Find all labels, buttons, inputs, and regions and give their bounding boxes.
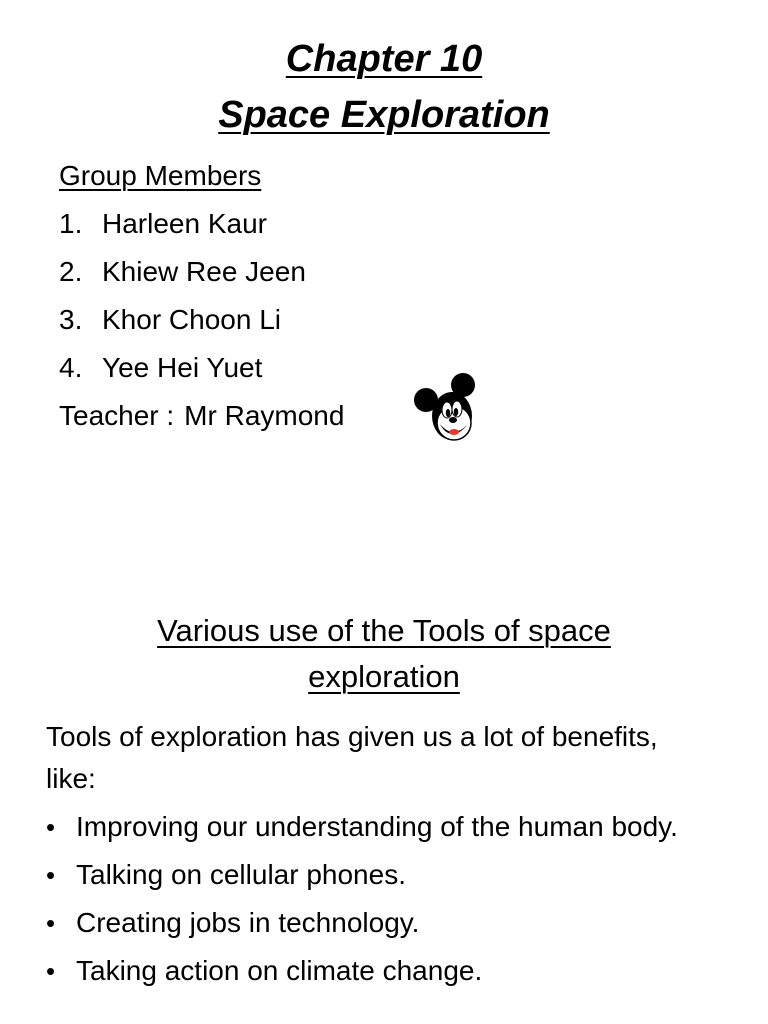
teacher-line — [59, 392, 344, 440]
member-name: Khor Choon Li — [102, 304, 282, 335]
member-name: Yee Hei Yuet — [102, 352, 263, 383]
member-number: 2. — [59, 256, 83, 287]
bullet-glyph: • — [46, 860, 56, 890]
member-number: 4. — [59, 352, 83, 383]
list-item — [46, 950, 706, 992]
bullet-glyph: • — [46, 812, 56, 842]
list-item — [46, 854, 706, 896]
member-item — [59, 248, 344, 296]
member-item — [59, 200, 344, 248]
list-item-text: Talking on cellular phones. — [76, 859, 406, 890]
bullet-glyph: • — [46, 956, 56, 986]
list-item — [46, 902, 706, 944]
section-title-line-1: Various use of the Tools of space — [157, 613, 611, 648]
intro-paragraph: Tools of exploration has given us a lot of benefits, like: — [46, 721, 658, 794]
member-number: 3. — [59, 304, 83, 335]
section-title — [0, 608, 768, 700]
teacher-name: Mr Raymond — [184, 400, 345, 431]
list-item-text: Creating jobs in technology. — [76, 907, 420, 938]
member-number: 1. — [59, 208, 83, 239]
chapter-title: Chapter 10 — [285, 38, 483, 80]
member-item — [59, 296, 344, 344]
member-item — [59, 344, 344, 392]
list-item-text: Taking action on climate change. — [76, 955, 483, 986]
list-item — [46, 806, 706, 848]
slide-title-page — [0, 0, 768, 500]
list-item-text: Improving our understanding of the human body. — [76, 811, 678, 842]
slide-tools-of-exploration — [0, 590, 768, 1024]
member-name: Harleen Kaur — [102, 208, 267, 239]
group-members-section — [59, 152, 344, 440]
topic-title: Space Exploration — [218, 94, 550, 136]
member-name: Khiew Ree Jeen — [102, 256, 306, 287]
teacher-label: Teacher : — [59, 400, 175, 431]
bullet-glyph: • — [46, 908, 56, 938]
cartoon-mouse-icon — [412, 370, 480, 444]
section-title-line-2: exploration — [308, 659, 460, 694]
benefits-list — [46, 806, 706, 998]
group-members-heading: Group Members — [59, 160, 262, 191]
